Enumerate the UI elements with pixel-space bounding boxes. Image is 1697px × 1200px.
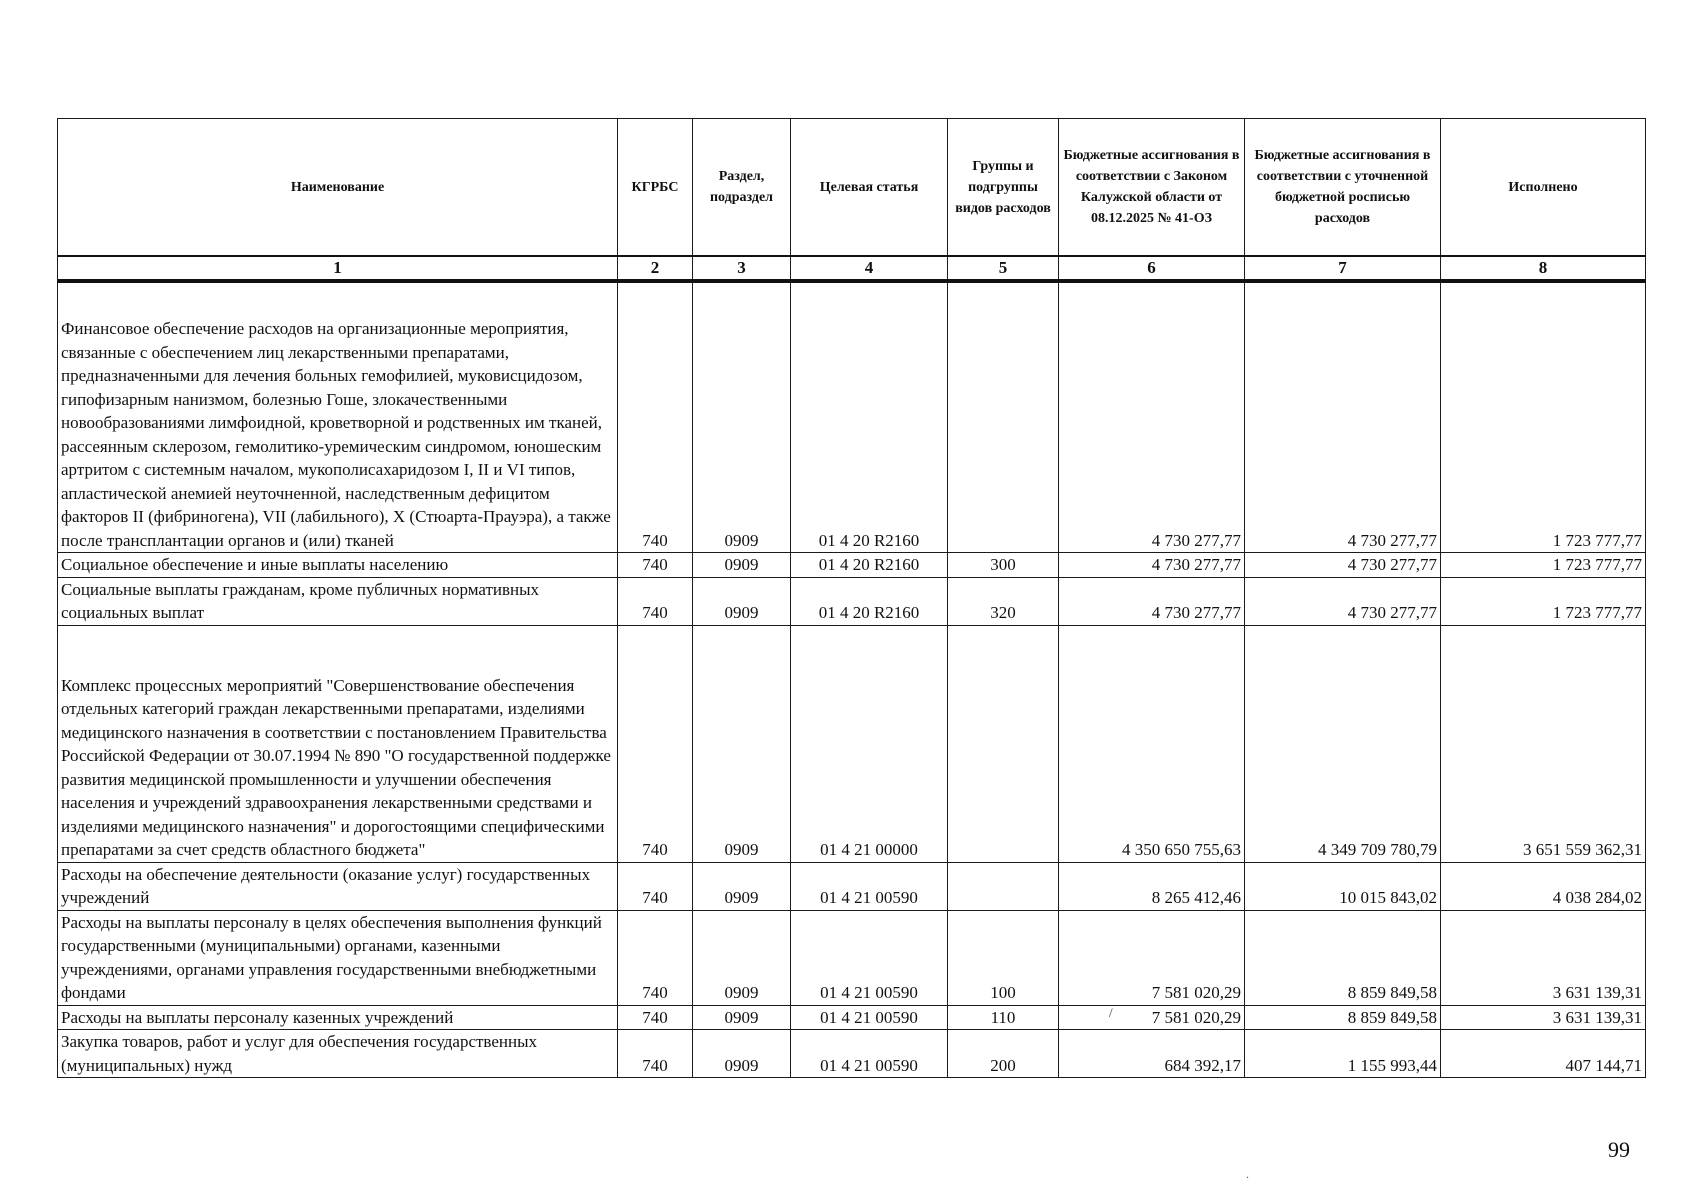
- row-refined-amount: 10 015 843,02: [1245, 862, 1441, 910]
- row-expense-group: 320: [948, 577, 1059, 625]
- table-row: [58, 910, 1646, 1005]
- row-expense-group: 100: [948, 910, 1059, 1005]
- row-expense-group: 200: [948, 1030, 1059, 1078]
- row-refined-amount: 4 730 277,77: [1245, 281, 1441, 553]
- table-header: [58, 119, 1646, 282]
- row-section: 0909: [693, 281, 791, 553]
- row-target-article: 01 4 21 00590: [791, 1030, 948, 1078]
- row-section: 0909: [693, 1005, 791, 1030]
- row-name: Закупка товаров, работ и услуг для обеспечения государственных (муниципальных) нужд: [58, 1030, 618, 1078]
- row-kgrbs: 740: [618, 625, 693, 862]
- row-name: Комплекс процессных мероприятий "Совершенствование обеспечения отдельных категорий граждан лекарственными препаратами, изделиями медицинского назначения в соответствии с постановлением Правительства Российской Федерации от 30.07.1994 № 890 "О государственной поддержке развития медицинской промышленности и улучшении обеспечения населения и учреждений здравоохранения лекарственными средствами и изделиями медицинского назначения" и дорогостоящими специфическими препаратами за счет средств областного бюджета": [58, 625, 618, 862]
- row-target-article: 01 4 20 R2160: [791, 577, 948, 625]
- table-row: [58, 577, 1646, 625]
- stray-pen-mark: /: [1109, 1005, 1113, 1020]
- row-expense-group: [948, 281, 1059, 553]
- row-law-amount: 4 730 277,77: [1059, 577, 1245, 625]
- row-section: 0909: [693, 553, 791, 578]
- column-number: 6: [1059, 256, 1245, 281]
- row-refined-amount: 1 155 993,44: [1245, 1030, 1441, 1078]
- row-law-amount: 4 730 277,77: [1059, 281, 1245, 553]
- table-row: [58, 1005, 1646, 1030]
- column-number: 8: [1441, 256, 1646, 281]
- row-refined-amount: 4 730 277,77: [1245, 553, 1441, 578]
- header-kgrbs: КГРБС: [618, 119, 693, 257]
- row-executed-amount: 3 651 559 362,31: [1441, 625, 1646, 862]
- column-number: 5: [948, 256, 1059, 281]
- column-number: 2: [618, 256, 693, 281]
- row-expense-group: 110: [948, 1005, 1059, 1030]
- row-executed-amount: 3 631 139,31: [1441, 1005, 1646, 1030]
- row-executed-amount: 1 723 777,77: [1441, 281, 1646, 553]
- row-kgrbs: 740: [618, 281, 693, 553]
- row-target-article: 01 4 20 R2160: [791, 553, 948, 578]
- row-law-amount: 684 392,17: [1059, 1030, 1245, 1078]
- row-target-article: 01 4 21 00590: [791, 910, 948, 1005]
- row-law-amount: 7 581 020,29: [1059, 910, 1245, 1005]
- row-executed-amount: 1 723 777,77: [1441, 553, 1646, 578]
- row-law-amount: 4 350 650 755,63: [1059, 625, 1245, 862]
- stray-dot: .: [1246, 1167, 1249, 1181]
- row-target-article: 01 4 21 00590: [791, 1005, 948, 1030]
- row-target-article: 01 4 21 00590: [791, 862, 948, 910]
- row-kgrbs: 740: [618, 553, 693, 578]
- row-refined-amount: 8 859 849,58: [1245, 910, 1441, 1005]
- table-row: [58, 625, 1646, 862]
- row-executed-amount: 4 038 284,02: [1441, 862, 1646, 910]
- row-name: Социальные выплаты гражданам, кроме публичных нормативных социальных выплат: [58, 577, 618, 625]
- row-executed-amount: 407 144,71: [1441, 1030, 1646, 1078]
- row-kgrbs: 740: [618, 577, 693, 625]
- header-target-article: Целевая статья: [791, 119, 948, 257]
- row-executed-amount: 3 631 139,31: [1441, 910, 1646, 1005]
- row-target-article: 01 4 20 R2160: [791, 281, 948, 553]
- column-number: 1: [58, 256, 618, 281]
- row-law-amount: 8 265 412,46: [1059, 862, 1245, 910]
- column-number: 7: [1245, 256, 1441, 281]
- row-law-amount: 7 581 020,29: [1059, 1005, 1245, 1030]
- row-refined-amount: 8 859 849,58: [1245, 1005, 1441, 1030]
- row-section: 0909: [693, 625, 791, 862]
- row-expense-group: 300: [948, 553, 1059, 578]
- row-section: 0909: [693, 910, 791, 1005]
- table-body: [58, 281, 1646, 1078]
- row-section: 0909: [693, 577, 791, 625]
- row-section: 0909: [693, 862, 791, 910]
- row-section: 0909: [693, 1030, 791, 1078]
- table-row: [58, 1030, 1646, 1078]
- row-name: Расходы на обеспечение деятельности (оказание услуг) государственных учреждений: [58, 862, 618, 910]
- row-name: Социальное обеспечение и иные выплаты населению: [58, 553, 618, 578]
- row-expense-group: [948, 862, 1059, 910]
- header-expense-group: Группы и подгруппы видов расходов: [948, 119, 1059, 257]
- row-refined-amount: 4 730 277,77: [1245, 577, 1441, 625]
- row-name: Расходы на выплаты персоналу в целях обеспечения выполнения функций государственными (муниципальными) органами, казенными учреждениями, органами управления государственными внебюджетными фондами: [58, 910, 618, 1005]
- row-executed-amount: 1 723 777,77: [1441, 577, 1646, 625]
- column-number-row: [58, 256, 1646, 281]
- row-refined-amount: 4 349 709 780,79: [1245, 625, 1441, 862]
- budget-report-page: [57, 118, 1645, 1078]
- column-number: 3: [693, 256, 791, 281]
- header-row: [58, 119, 1646, 257]
- header-executed: Исполнено: [1441, 119, 1646, 257]
- header-law-allocations: Бюджетные ассигнования в соответствии с Законом Калужской области от 08.12.2025 № 41-ОЗ: [1059, 119, 1245, 257]
- header-section: Раздел, подраздел: [693, 119, 791, 257]
- row-law-amount: 4 730 277,77: [1059, 553, 1245, 578]
- row-kgrbs: 740: [618, 910, 693, 1005]
- row-target-article: 01 4 21 00000: [791, 625, 948, 862]
- budget-execution-table: [57, 118, 1646, 1078]
- header-name: Наименование: [58, 119, 618, 257]
- row-kgrbs: 740: [618, 1030, 693, 1078]
- table-row: [58, 553, 1646, 578]
- row-name: Расходы на выплаты персоналу казенных учреждений: [58, 1005, 618, 1030]
- row-kgrbs: 740: [618, 862, 693, 910]
- row-name: Финансовое обеспечение расходов на организационные мероприятия, связанные с обеспечением лиц лекарственными препаратами, предназначенными для лечения больных гемофилией, муковисцидозом, гипофизарным нанизмом, болезнью Гоше, злокачественными новообразованиями лимфоидной, кроветворной и родственных им тканей, рассеянным склерозом, гемолитико-уремическим синдромом, юношеским артритом с системным началом, мукополисахаридозом I, II и VI типов, апластической анемией неуточненной, наследственным дефицитом факторов II (фибриногена), VII (лабильного), X (Стюарта-Прауэра), а также после трансплантации органов и (или) тканей: [58, 281, 618, 553]
- row-kgrbs: 740: [618, 1005, 693, 1030]
- table-row: [58, 862, 1646, 910]
- page-number: 99: [1608, 1137, 1630, 1162]
- table-row: [58, 281, 1646, 553]
- row-expense-group: [948, 625, 1059, 862]
- header-refined-allocations: Бюджетные ассигнования в соответствии с уточненной бюджетной росписью расходов: [1245, 119, 1441, 257]
- column-number: 4: [791, 256, 948, 281]
